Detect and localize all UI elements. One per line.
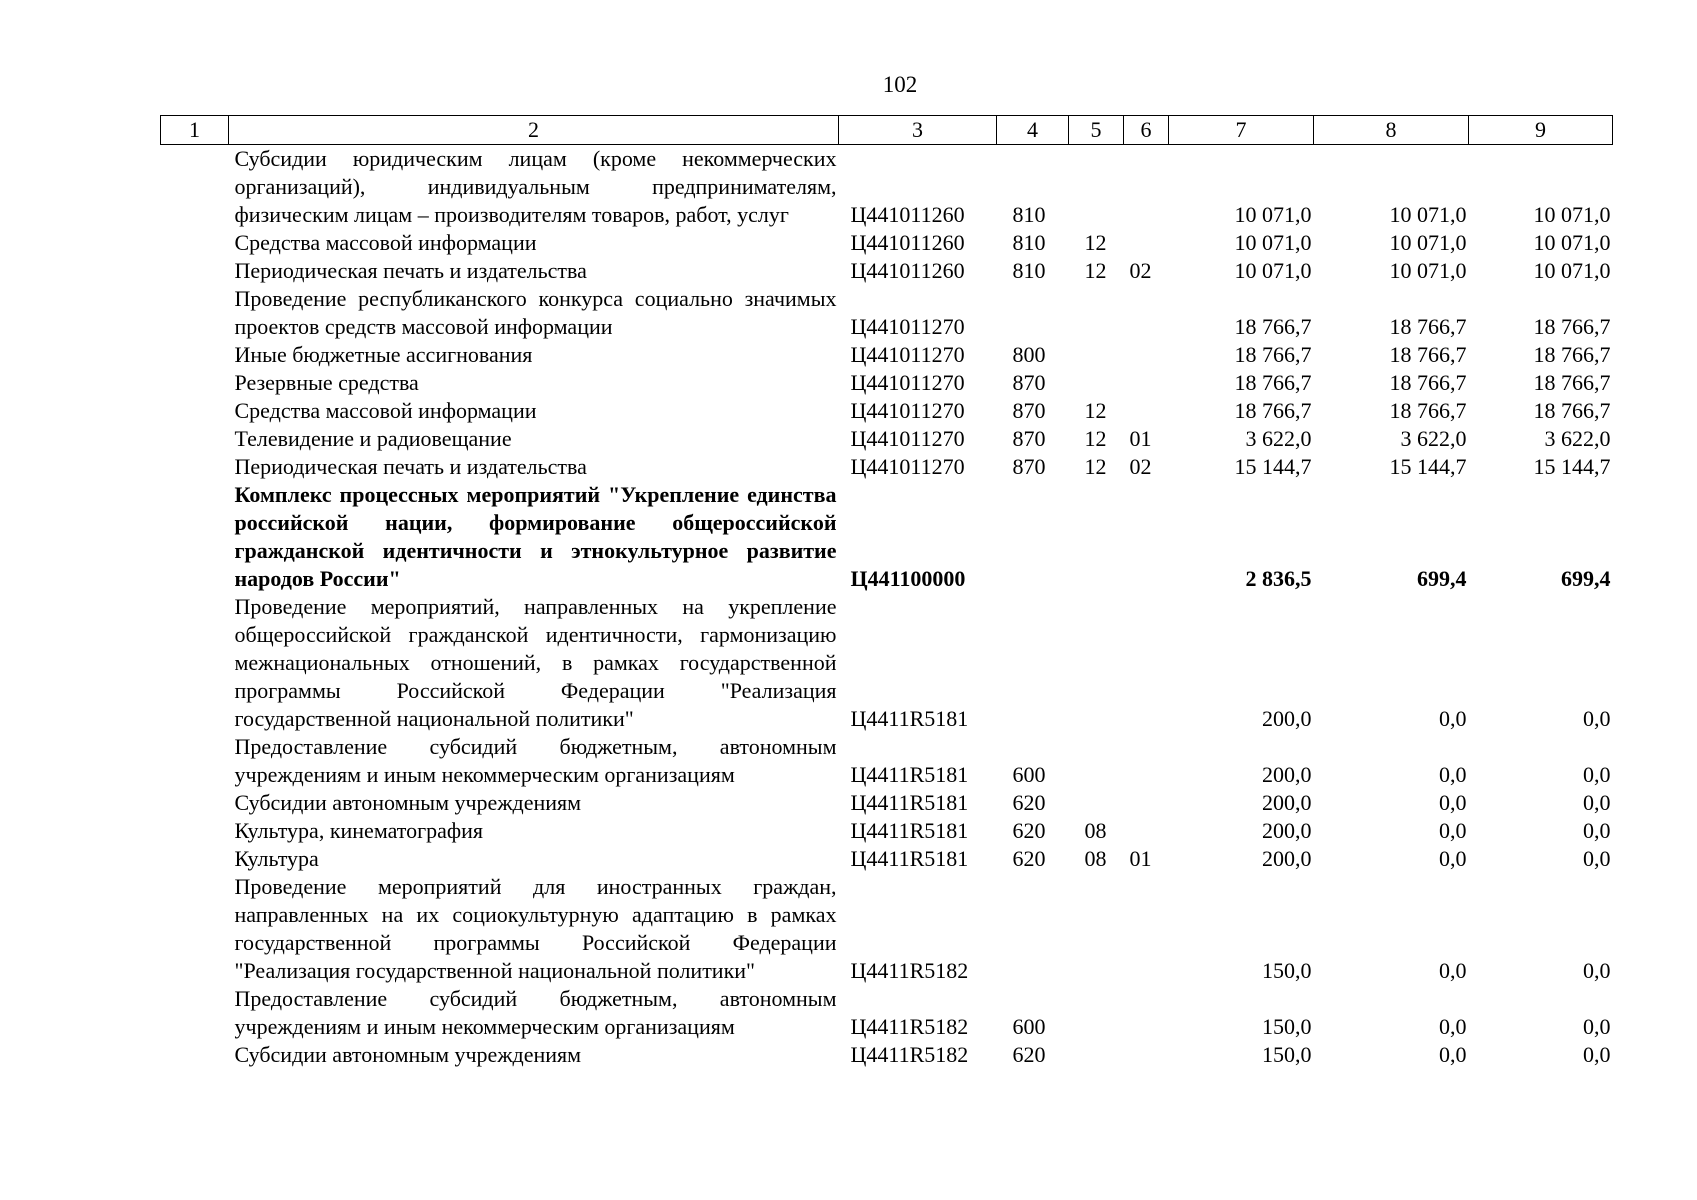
row-number-cell [161, 733, 229, 789]
expense-group [997, 481, 1069, 593]
section [1069, 985, 1124, 1041]
row-name: Проведение мероприятий, направленных на укрепление общероссийской гражданской идентичности, гармонизацию межнациональных отношений, в рамках государственной программы Российской Федерации "Реализация государственной национальной политики" [234, 594, 837, 731]
expense-group: 800 [1012, 342, 1046, 367]
amount-col-9: 18 766,7 [1533, 314, 1611, 339]
amount-col-7: 18 766,7 [1234, 370, 1312, 395]
amount-col-9: 0,0 [1583, 846, 1611, 871]
row-name: Культура [234, 846, 319, 871]
table-row [161, 789, 1613, 817]
row-number-cell [161, 481, 229, 593]
table-row [161, 845, 1613, 873]
amount-col-8: 15 144,7 [1389, 454, 1467, 479]
header-col-5: 5 [1069, 116, 1124, 145]
budget-table [160, 115, 1613, 1069]
subsection [1124, 817, 1169, 845]
row-name: Проведение мероприятий для иностранных граждан, направленных на их социокультурную адаптацию в рамках государственной программы Российской Федерации "Реализация государственной национальной политики" [234, 874, 837, 983]
subsection: 01 [1129, 846, 1152, 871]
amount-col-8: 10 071,0 [1389, 258, 1467, 283]
subsection [1124, 285, 1169, 341]
expense-group: 810 [1012, 202, 1046, 227]
amount-col-9: 0,0 [1583, 762, 1611, 787]
target-article-code: Ц441011270 [850, 370, 965, 395]
section [1069, 593, 1124, 733]
table-header [161, 116, 1613, 145]
expense-group: 600 [1012, 762, 1046, 787]
section [1069, 145, 1124, 230]
amount-col-8: 18 766,7 [1389, 370, 1467, 395]
table-row [161, 425, 1613, 453]
row-name: Предоставление субсидий бюджетным, автономным учреждениям и иным некоммерческим организациям [234, 734, 837, 787]
amount-col-7: 150,0 [1262, 1014, 1312, 1039]
table-row [161, 817, 1613, 845]
row-name: Культура, кинематография [234, 818, 484, 843]
amount-col-9: 0,0 [1583, 1042, 1611, 1067]
table-row [161, 453, 1613, 481]
section [1069, 285, 1124, 341]
row-number-cell [161, 257, 229, 285]
expense-group: 870 [1012, 398, 1046, 423]
amount-col-7: 150,0 [1262, 1042, 1312, 1067]
subsection [1124, 873, 1169, 985]
amount-col-7: 10 071,0 [1234, 202, 1312, 227]
amount-col-9: 0,0 [1583, 1014, 1611, 1039]
row-number-cell [161, 425, 229, 453]
header-col-7: 7 [1169, 116, 1314, 145]
subsection [1124, 397, 1169, 425]
amount-col-9: 0,0 [1583, 790, 1611, 815]
row-name: Средства массовой информации [234, 398, 537, 423]
subsection [1124, 1041, 1169, 1069]
header-col-2: 2 [229, 116, 839, 145]
amount-col-7: 200,0 [1262, 818, 1312, 843]
target-article-code: Ц4411R5181 [850, 790, 969, 815]
header-col-3: 3 [839, 116, 997, 145]
amount-col-9: 10 071,0 [1533, 230, 1611, 255]
header-col-1: 1 [161, 116, 229, 145]
row-number-cell [161, 873, 229, 985]
subsection [1124, 789, 1169, 817]
section [1069, 873, 1124, 985]
row-number-cell [161, 1041, 229, 1069]
expense-group: 870 [1012, 426, 1046, 451]
table-body [161, 145, 1613, 1070]
row-number-cell [161, 845, 229, 873]
section [1069, 789, 1124, 817]
target-article-code: Ц441011270 [850, 454, 965, 479]
amount-col-8: 10 071,0 [1389, 230, 1467, 255]
amount-col-7: 10 071,0 [1234, 258, 1312, 283]
amount-col-7: 10 071,0 [1234, 230, 1312, 255]
section [1069, 369, 1124, 397]
subsection [1124, 229, 1169, 257]
amount-col-9: 699,4 [1561, 566, 1611, 591]
expense-group: 810 [1012, 258, 1046, 283]
header-col-8: 8 [1314, 116, 1469, 145]
amount-col-9: 10 071,0 [1533, 202, 1611, 227]
row-name: Телевидение и радиовещание [234, 426, 512, 451]
amount-col-9: 0,0 [1583, 958, 1611, 983]
row-name: Субсидии автономным учреждениям [234, 1042, 582, 1067]
subsection [1124, 481, 1169, 593]
target-article-code: Ц441011270 [850, 342, 965, 367]
amount-col-9: 18 766,7 [1533, 398, 1611, 423]
amount-col-8: 18 766,7 [1389, 314, 1467, 339]
row-number-cell [161, 817, 229, 845]
target-article-code: Ц441100000 [850, 566, 966, 591]
row-number-cell [161, 985, 229, 1041]
section: 12 [1084, 398, 1107, 423]
expense-group [997, 593, 1069, 733]
section: 12 [1084, 454, 1107, 479]
expense-group: 620 [1012, 1042, 1046, 1067]
table-row [161, 229, 1613, 257]
target-article-code: Ц4411R5182 [850, 1042, 969, 1067]
target-article-code: Ц4411R5181 [850, 818, 969, 843]
amount-col-7: 2 836,5 [1245, 566, 1312, 591]
row-name: Проведение республиканского конкурса социально значимых проектов средств массовой информации [234, 286, 837, 339]
table-row [161, 285, 1613, 341]
amount-col-7: 200,0 [1262, 790, 1312, 815]
amount-col-9: 18 766,7 [1533, 342, 1611, 367]
table-row [161, 257, 1613, 285]
amount-col-7: 18 766,7 [1234, 314, 1312, 339]
row-number-cell [161, 369, 229, 397]
amount-col-9: 10 071,0 [1533, 258, 1611, 283]
section [1069, 481, 1124, 593]
amount-col-8: 10 071,0 [1389, 202, 1467, 227]
amount-col-7: 150,0 [1262, 958, 1312, 983]
table-row [161, 341, 1613, 369]
section: 08 [1084, 818, 1107, 843]
row-name: Субсидии юридическим лицам (кроме некоммерческих организаций), индивидуальным предпринимателям, физическим лицам – производителям товаров, работ, услуг [234, 146, 837, 227]
subsection [1124, 145, 1169, 230]
expense-group: 600 [1012, 1014, 1046, 1039]
amount-col-9: 15 144,7 [1533, 454, 1611, 479]
target-article-code: Ц441011270 [850, 314, 965, 339]
subsection [1124, 593, 1169, 733]
amount-col-8: 0,0 [1439, 1042, 1467, 1067]
amount-col-9: 18 766,7 [1533, 370, 1611, 395]
subsection: 01 [1129, 426, 1152, 451]
row-number-cell [161, 397, 229, 425]
amount-col-8: 18 766,7 [1389, 342, 1467, 367]
row-name: Предоставление субсидий бюджетным, автономным учреждениям и иным некоммерческим организациям [234, 986, 837, 1039]
row-number-cell [161, 285, 229, 341]
expense-group: 620 [1012, 790, 1046, 815]
amount-col-7: 3 622,0 [1245, 426, 1312, 451]
section [1069, 733, 1124, 789]
expense-group: 620 [1012, 818, 1046, 843]
subsection: 02 [1129, 258, 1152, 283]
row-name: Периодическая печать и издательства [234, 454, 587, 479]
amount-col-7: 18 766,7 [1234, 342, 1312, 367]
table-row [161, 145, 1613, 230]
amount-col-8: 18 766,7 [1389, 398, 1467, 423]
target-article-code: Ц4411R5182 [850, 1014, 969, 1039]
amount-col-7: 200,0 [1262, 706, 1312, 731]
table-row [161, 397, 1613, 425]
row-number-cell [161, 789, 229, 817]
section: 12 [1084, 230, 1107, 255]
header-col-4: 4 [997, 116, 1069, 145]
header-col-6: 6 [1124, 116, 1169, 145]
section: 12 [1084, 258, 1107, 283]
target-article-code: Ц441011260 [850, 202, 965, 227]
target-article-code: Ц441011270 [850, 426, 965, 451]
amount-col-8: 0,0 [1439, 958, 1467, 983]
table-row [161, 481, 1613, 593]
table-row [161, 369, 1613, 397]
table-row [161, 593, 1613, 733]
row-name: Резервные средства [234, 370, 419, 395]
amount-col-9: 0,0 [1583, 818, 1611, 843]
expense-group: 620 [1012, 846, 1046, 871]
subsection [1124, 733, 1169, 789]
expense-group: 870 [1012, 370, 1046, 395]
row-number-cell [161, 341, 229, 369]
amount-col-8: 0,0 [1439, 1014, 1467, 1039]
expense-group [997, 873, 1069, 985]
expense-group: 870 [1012, 454, 1046, 479]
amount-col-8: 0,0 [1439, 846, 1467, 871]
subsection [1124, 369, 1169, 397]
subsection: 02 [1129, 454, 1152, 479]
header-row [161, 116, 1613, 145]
section: 08 [1084, 846, 1107, 871]
target-article-code: Ц441011260 [850, 258, 965, 283]
table-row [161, 985, 1613, 1041]
target-article-code: Ц441011260 [850, 230, 965, 255]
table-row [161, 733, 1613, 789]
row-name: Иные бюджетные ассигнования [234, 342, 533, 367]
row-number-cell [161, 145, 229, 230]
amount-col-9: 3 622,0 [1544, 426, 1611, 451]
amount-col-8: 0,0 [1439, 762, 1467, 787]
row-name: Периодическая печать и издательства [234, 258, 587, 283]
subsection [1124, 341, 1169, 369]
section: 12 [1084, 426, 1107, 451]
expense-group [997, 285, 1069, 341]
amount-col-8: 3 622,0 [1400, 426, 1467, 451]
header-col-9: 9 [1469, 116, 1613, 145]
amount-col-8: 0,0 [1439, 818, 1467, 843]
amount-col-7: 15 144,7 [1234, 454, 1312, 479]
section [1069, 341, 1124, 369]
row-number-cell [161, 593, 229, 733]
amount-col-8: 0,0 [1439, 706, 1467, 731]
amount-col-9: 0,0 [1583, 706, 1611, 731]
target-article-code: Ц4411R5182 [850, 958, 969, 983]
amount-col-8: 0,0 [1439, 790, 1467, 815]
target-article-code: Ц4411R5181 [850, 706, 969, 731]
amount-col-8: 699,4 [1417, 566, 1467, 591]
amount-col-7: 200,0 [1262, 762, 1312, 787]
target-article-code: Ц441011270 [850, 398, 965, 423]
table-row [161, 873, 1613, 985]
row-name: Средства массовой информации [234, 230, 537, 255]
row-name: Комплекс процессных мероприятий "Укрепление единства российской нации, формирование общероссийской гражданской идентичности и этнокультурное развитие народов России" [234, 482, 837, 591]
row-number-cell [161, 453, 229, 481]
expense-group: 810 [1012, 230, 1046, 255]
amount-col-7: 200,0 [1262, 846, 1312, 871]
section [1069, 1041, 1124, 1069]
row-name: Субсидии автономным учреждениям [234, 790, 582, 815]
target-article-code: Ц4411R5181 [850, 762, 969, 787]
row-number-cell [161, 229, 229, 257]
table-row [161, 1041, 1613, 1069]
target-article-code: Ц4411R5181 [850, 846, 969, 871]
page-number: 102 [882, 72, 918, 97]
subsection [1124, 985, 1169, 1041]
amount-col-7: 18 766,7 [1234, 398, 1312, 423]
